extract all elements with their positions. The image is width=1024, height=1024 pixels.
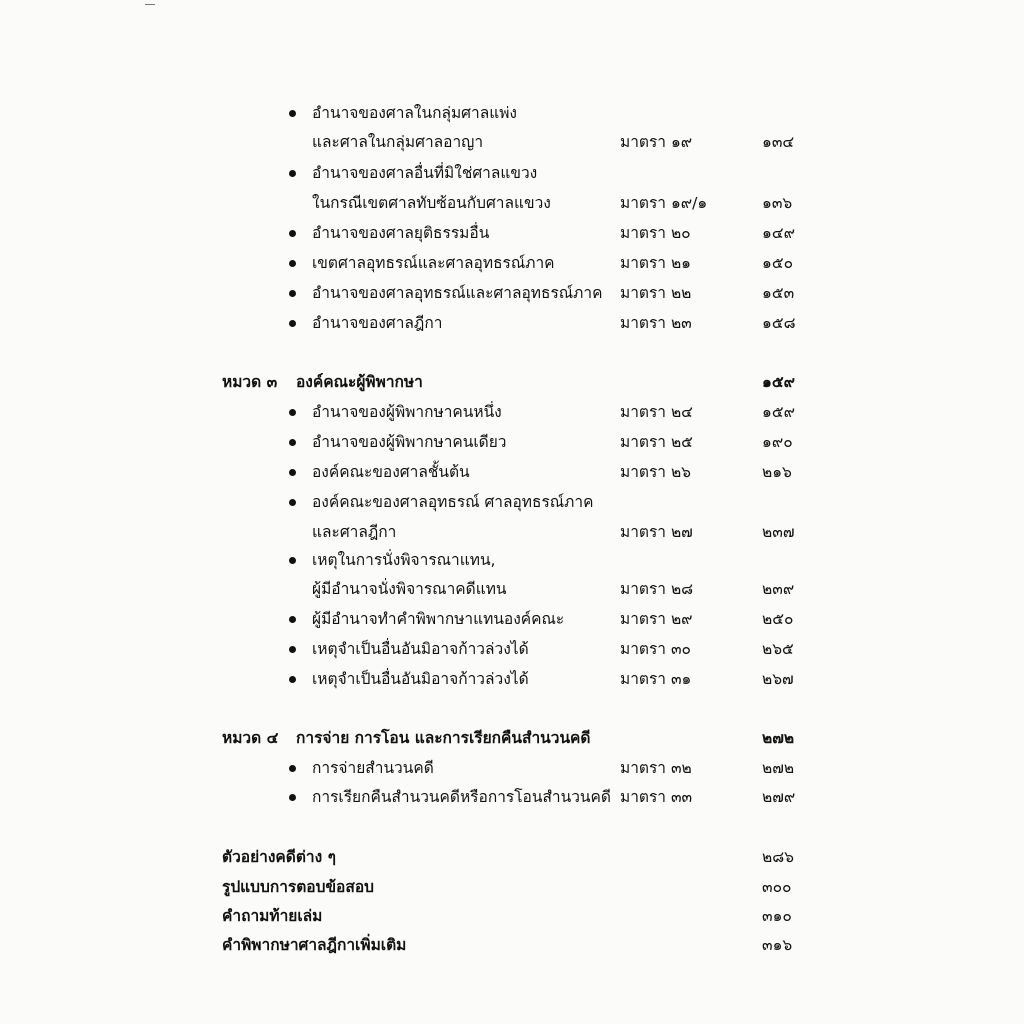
entry-label: อำนาจของศาลอุทธรณ์และศาลอุทธรณ์ภาค — [312, 284, 603, 302]
toc-entry — [0, 188, 1024, 218]
misc-page: ๓๑๖ — [762, 936, 793, 954]
toc-entry — [0, 158, 1024, 188]
bullet-icon — [289, 170, 296, 177]
entry-label: องค์คณะของศาลชั้นต้น — [312, 463, 470, 481]
misc-title: รูปแบบการตอบข้อสอบ — [222, 878, 374, 896]
entry-article: มาตรา ๒๘ — [620, 580, 694, 598]
entry-article: มาตรา ๒๔ — [620, 403, 693, 421]
toc-entry — [0, 782, 1024, 812]
bullet-icon — [289, 230, 296, 237]
toc-entry — [0, 248, 1024, 278]
entry-label: ผู้มีอำนาจทำคำพิพากษาแทนองค์คณะ — [312, 610, 565, 628]
toc-entry — [0, 604, 1024, 634]
entry-label: ในกรณีเขตศาลทับซ้อนกับศาลแขวง — [312, 194, 551, 212]
toc-entry — [0, 517, 1024, 547]
toc-entry — [0, 574, 1024, 604]
entry-label: อำนาจของศาลยุติธรรมอื่น — [312, 224, 490, 242]
bullet-icon — [289, 616, 296, 623]
bullet-icon — [289, 794, 296, 801]
bullet-icon — [289, 646, 296, 653]
chapter-label: หมวด ๔ — [222, 729, 279, 747]
toc-entry — [0, 457, 1024, 487]
bullet-icon — [289, 260, 296, 267]
entry-label: อำนาจของศาลฎีกา — [312, 314, 443, 332]
scan-mark — [145, 4, 155, 5]
entry-page: ๒๕๐ — [762, 610, 794, 628]
bullet-icon — [289, 409, 296, 416]
entry-label: และศาลฎีกา — [312, 523, 397, 541]
entry-label: การจ่ายสำนวนคดี — [312, 759, 434, 777]
entry-article: มาตรา ๒๙ — [620, 610, 693, 628]
toc-entry — [0, 98, 1024, 128]
entry-article: มาตรา ๒๖ — [620, 463, 691, 481]
misc-title: ตัวอย่างคดีต่าง ๆ — [222, 848, 336, 866]
entry-page: ๒๗๒ — [762, 759, 795, 777]
chapter-page: ๒๗๒ — [762, 729, 795, 747]
entry-article: มาตรา ๓๐ — [620, 640, 691, 658]
entry-page: ๑๕๘ — [762, 314, 796, 332]
toc-entry — [0, 664, 1024, 694]
entry-article: มาตรา ๒๒ — [620, 284, 692, 302]
entry-article: มาตรา ๓๓ — [620, 788, 693, 806]
bullet-icon — [289, 290, 296, 297]
entry-page: ๒๓๗ — [762, 523, 795, 541]
entry-article: มาตรา ๒๕ — [620, 433, 693, 451]
entry-page: ๒๖๕ — [762, 640, 794, 658]
bullet-icon — [289, 765, 296, 772]
chapter-title: องค์คณะผู้พิพากษา — [296, 373, 423, 391]
chapter-page: ๑๕๙ — [762, 373, 795, 391]
misc-entry — [0, 872, 1024, 902]
bullet-icon — [289, 676, 296, 683]
entry-page: ๑๙๐ — [762, 433, 793, 451]
entry-page: ๑๔๙ — [762, 224, 795, 242]
entry-article: มาตรา ๑๙/๑ — [620, 194, 708, 212]
entry-article: มาตรา ๒๑ — [620, 254, 691, 272]
entry-page: ๒๗๙ — [762, 788, 796, 806]
entry-page: ๒๑๖ — [762, 463, 792, 481]
entry-label: การเรียกคืนสำนวนคดีหรือการโอนสำนวนคดี — [312, 788, 611, 806]
chapter-heading — [0, 367, 1024, 397]
toc-entry — [0, 545, 1024, 575]
misc-entry — [0, 901, 1024, 931]
entry-article: มาตรา ๒๗ — [620, 523, 693, 541]
entry-page: ๑๓๖ — [762, 194, 793, 212]
entry-article: มาตรา ๑๙ — [620, 133, 693, 151]
entry-page: ๒๖๗ — [762, 670, 794, 688]
entry-page: ๑๕๓ — [762, 284, 795, 302]
entry-label: เขตศาลอุทธรณ์และศาลอุทธรณ์ภาค — [312, 254, 555, 272]
toc-entry — [0, 127, 1024, 157]
toc-entry — [0, 487, 1024, 517]
misc-page: ๒๘๖ — [762, 848, 795, 866]
bullet-icon — [289, 499, 296, 506]
bullet-icon — [289, 469, 296, 476]
bullet-icon — [289, 320, 296, 327]
toc-entry — [0, 308, 1024, 338]
misc-entry — [0, 842, 1024, 872]
entry-label: อำนาจของผู้พิพากษาคนเดียว — [312, 433, 507, 451]
entry-article: มาตรา ๓๒ — [620, 759, 692, 777]
entry-article: มาตรา ๒๓ — [620, 314, 692, 332]
entry-label: เหตุในการนั่งพิจารณาแทน, — [312, 551, 496, 569]
toc-entry — [0, 753, 1024, 783]
entry-page: ๑๓๔ — [762, 133, 795, 151]
misc-page: ๓๑๐ — [762, 907, 792, 925]
entry-article: มาตรา ๓๑ — [620, 670, 692, 688]
misc-entry — [0, 930, 1024, 960]
entry-page: ๑๕๐ — [762, 254, 794, 272]
misc-page: ๓๐๐ — [762, 878, 792, 896]
entry-label: อำนาจของศาลอื่นที่มิใช่ศาลแขวง — [312, 164, 538, 182]
bullet-icon — [289, 557, 296, 564]
toc-entry — [0, 278, 1024, 308]
entry-page: ๑๕๙ — [762, 403, 795, 421]
toc-entry — [0, 634, 1024, 664]
entry-article: มาตรา ๒๐ — [620, 224, 691, 242]
entry-label: อำนาจของผู้พิพากษาคนหนึ่ง — [312, 403, 502, 421]
entry-label: องค์คณะของศาลอุทธรณ์ ศาลอุทธรณ์ภาค — [312, 493, 594, 511]
entry-label: ผู้มีอำนาจนั่งพิจารณาคดีแทน — [312, 580, 507, 598]
misc-title: คำพิพากษาศาลฎีกาเพิ่มเติม — [222, 936, 407, 954]
chapter-heading — [0, 723, 1024, 753]
misc-title: คำถามท้ายเล่ม — [222, 907, 323, 925]
entry-label: เหตุจำเป็นอื่นอันมิอาจก้าวล่วงได้ — [312, 670, 529, 688]
chapter-label: หมวด ๓ — [222, 373, 278, 391]
entry-label: และศาลในกลุ่มศาลอาญา — [312, 133, 484, 151]
entry-page: ๒๓๙ — [762, 580, 795, 598]
bullet-icon — [289, 439, 296, 446]
toc-entry — [0, 218, 1024, 248]
entry-label: อำนาจของศาลในกลุ่มศาลแพ่ง — [312, 104, 517, 122]
bullet-icon — [289, 110, 296, 117]
chapter-title: การจ่าย การโอน และการเรียกคืนสำนวนคดี — [296, 729, 591, 747]
toc-entry — [0, 427, 1024, 457]
toc-entry — [0, 397, 1024, 427]
entry-label: เหตุจำเป็นอื่นอันมิอาจก้าวล่วงได้ — [312, 640, 529, 658]
